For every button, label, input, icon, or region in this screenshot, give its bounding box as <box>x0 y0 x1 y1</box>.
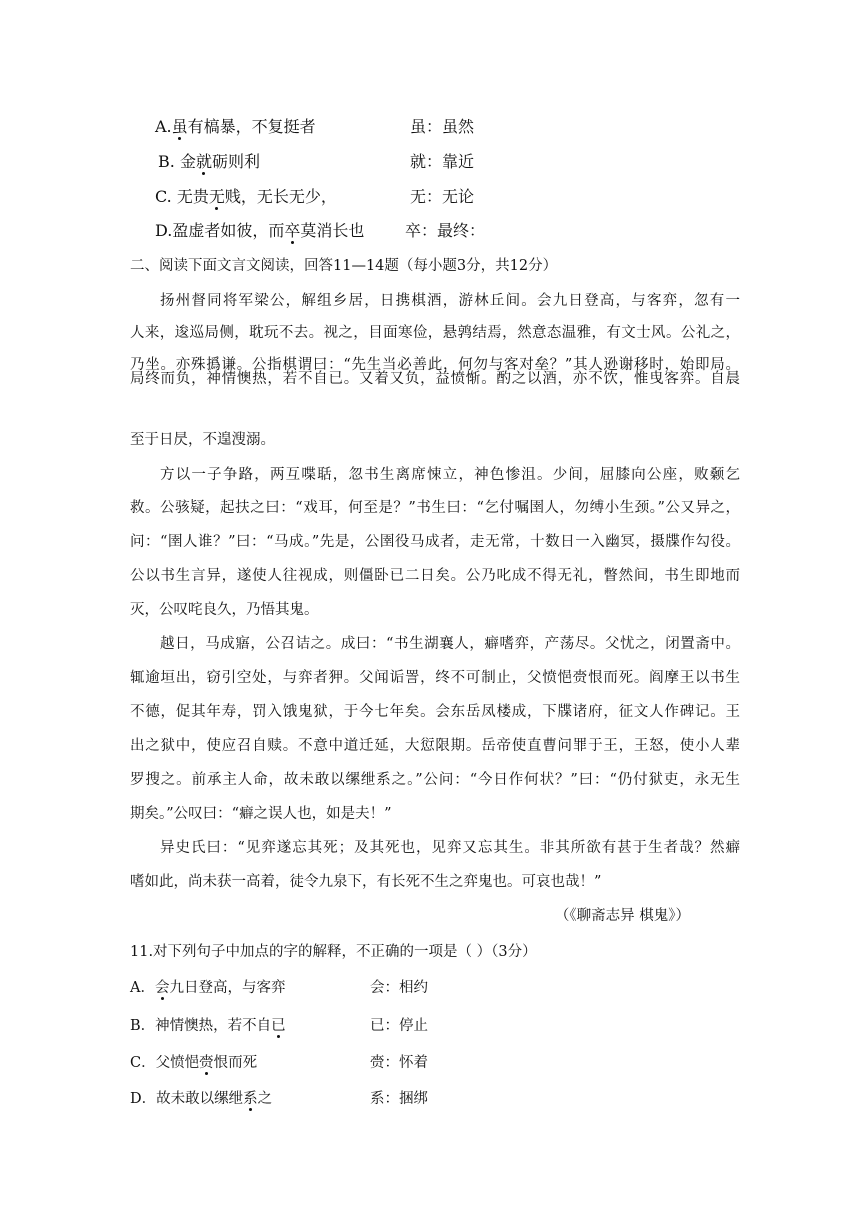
answer-c <box>130 1053 257 1073</box>
option-d <box>155 221 364 241</box>
dotted-char: 就 <box>195 152 212 171</box>
option-text-pre: 金 <box>179 152 196 171</box>
passage-line: 出之狱中，使应召自赎。不意中道迁延，大愆限期。岳帝使直曹问罪于王，王怒，使小人辈 <box>130 738 740 754</box>
passage-line: 期矣。”公叹曰：“癖之误人也，如是夫！” <box>130 806 392 822</box>
option-label: A. <box>155 117 172 136</box>
option-text: 莫消长也 <box>300 221 365 240</box>
answer-label: C． <box>130 1055 156 1071</box>
answer-d-gloss: 系：捆绑 <box>370 1091 428 1107</box>
option-text-pre: 盈虚者如彼，而 <box>172 221 285 240</box>
dotted-char: 卒 <box>284 221 301 240</box>
section-heading: 二、阅读下面文言文阅读，回答11—14题（每小题3分，共12分） <box>130 258 558 274</box>
option-b <box>158 152 260 172</box>
option-text: 有槁暴，不复挺者 <box>187 117 316 136</box>
passage-line: 救。公骇疑，起扶之曰：“戏耳，何至是？”书生曰：“乞付嘱圉人，勿缚小生颈。”公又异之， <box>130 500 740 516</box>
answer-label: D． <box>130 1091 157 1107</box>
answer-text-pre: 神情懊热，若不自 <box>155 1018 272 1034</box>
dotted-char: 会 <box>154 980 170 996</box>
answer-c-gloss: 赍：怀着 <box>370 1055 428 1071</box>
dotted-char: 无 <box>208 187 225 206</box>
passage-line: 问：“圉人谁？”曰：“马成。”先是，公圉役马成者，走无常，十数日一入幽冥，摄牒作勾役。 <box>130 534 740 550</box>
passage-line: 异史氏曰：“见弈遂忘其死；及其死也，见弈又忘其生。非其所欲有甚于生者哉？然癖 <box>160 840 740 856</box>
dotted-char: 虽 <box>171 117 188 136</box>
passage-line: 局终而负，神情懊热，若不自已。又着又负，益愤惭。酌之以酒，亦不饮，惟曳客弈。自晨 <box>130 371 740 387</box>
passage-line: 乃坐。亦殊撝谦。公指棋谓曰：“先生当必善此，何勿与客对垒？”其人逊谢移时，始即局。 <box>130 357 740 373</box>
passage-line: 越日，马成寤，公召诘之。成曰：“书生湖襄人，癖嗜弈，产荡尽。父忧之，闭置斋中。 <box>160 636 740 652</box>
passage-line: 不德，促其年寿，罚入饿鬼狱，于今七年矣。会东岳凤楼成，下牒诸府，征文人作碑记。王 <box>130 704 740 720</box>
answer-b-gloss: 已：停止 <box>370 1018 428 1034</box>
answer-text: 恨而死 <box>213 1055 258 1071</box>
option-text: 砺则利 <box>211 152 260 171</box>
passage-line: 嗜如此，尚未获一高着，徒令九泉下，有长死不生之弈鬼也。可哀也哉！” <box>130 874 602 890</box>
passage-line: 至于日昃，不遑溲溺。 <box>130 432 275 448</box>
dotted-char: 系 <box>243 1091 258 1107</box>
answer-text-pre: 故未敢以缧绁 <box>156 1091 244 1107</box>
passage-line: 灭，公叹咤良久，乃悟其鬼。 <box>130 602 319 618</box>
answer-text: 之 <box>257 1091 273 1107</box>
answer-a <box>130 978 285 998</box>
passage-line: 辄逾垣出，窃引空处，与弈者狎。父闻诟詈，终不可制止，父愤悒赍恨而死。阎摩王以书生 <box>130 670 740 686</box>
option-c-gloss: 无：无论 <box>410 187 475 206</box>
question-prompt: 11.对下列句子中加点的字的解释，不正确的一项是（ ）（3分） <box>130 944 537 960</box>
option-d-gloss: 卒：最终： <box>405 221 486 240</box>
answer-text: 九日登高，与客弈 <box>169 980 286 996</box>
option-c <box>155 187 337 207</box>
answer-d <box>130 1089 272 1109</box>
option-text-pre: 无贵 <box>176 187 209 206</box>
answer-b <box>130 1016 286 1036</box>
answer-text-pre: 父愤悒 <box>155 1055 200 1071</box>
option-label: C. <box>155 187 177 206</box>
answer-label: B． <box>130 1018 156 1034</box>
option-a-gloss: 虽：虽然 <box>410 117 475 136</box>
passage-line: 人来，逡巡局侧，耽玩不去。视之，目面寒俭，悬鹑结焉，然意态温雅，有文士风。公礼之， <box>130 325 740 341</box>
dotted-char: 已 <box>271 1018 286 1034</box>
source-citation: （《聊斋志异 棋鬼》） <box>554 908 690 924</box>
passage-line: 公以书生言异，遂使人往视成，则僵卧已二日矣。公乃叱成不得无礼，瞥然间，书生即地而 <box>130 568 740 584</box>
passage-line: 扬州督同将军梁公，解组乡居，日携棋酒，游林丘间。会九日登高，与客弈，忽有一 <box>160 293 740 309</box>
passage-line: 罗搜之。前承主人命，故未敢以缧绁系之。”公问：“今日作何状？”曰：“仍付狱吏，永无生 <box>130 772 740 788</box>
answer-label: A． <box>130 980 155 996</box>
answer-a-gloss: 会：相约 <box>370 980 428 996</box>
option-text: 贱，无长无少， <box>224 187 337 206</box>
passage-line: 方以一子争路，两互喋聒，忽书生离席悚立，神色惨沮。少间，屈膝向公座，败颡乞 <box>160 467 740 483</box>
option-a <box>155 117 316 137</box>
dotted-char: 赍 <box>199 1055 214 1071</box>
option-label: D. <box>155 221 173 240</box>
option-b-gloss: 就：靠近 <box>410 152 475 171</box>
option-label: B. <box>158 152 180 171</box>
